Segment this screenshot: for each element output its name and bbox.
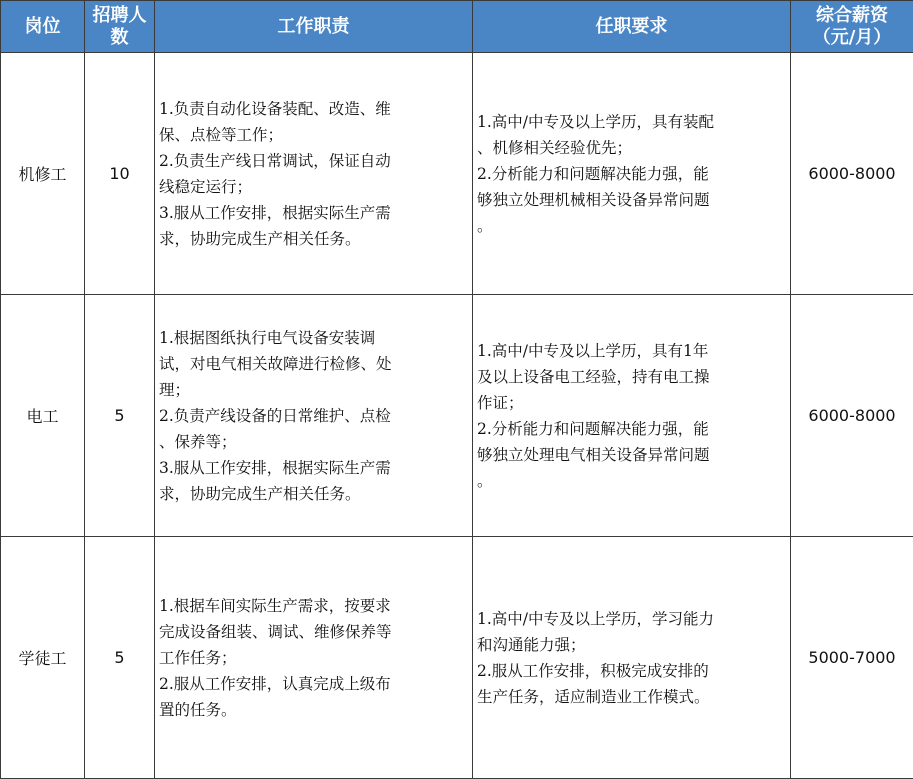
duties-cell: [155, 53, 473, 295]
duty-line: 求，协助完成生产相关任务。: [159, 226, 468, 252]
header-salary: [791, 1, 913, 53]
header-salary-line2: （元/月）: [791, 27, 913, 49]
headcount-cell: 5: [85, 295, 155, 537]
duty-line: 试，对电气相关故障进行检修、处: [159, 351, 468, 377]
requirement-line: 1.高中/中专及以上学历，学习能力: [477, 606, 786, 632]
duty-line: 保、点检等工作；: [159, 122, 468, 148]
duty-line: 3.服从工作安排，根据实际生产需: [159, 455, 468, 481]
header-requirements: 任职要求: [473, 1, 791, 53]
requirement-line: 2.服从工作安排，积极完成安排的: [477, 658, 786, 684]
duty-line: 工作任务；: [159, 645, 468, 671]
header-salary-line1: 综合薪资: [791, 5, 913, 27]
table-header-row: [1, 1, 913, 53]
duty-line: 2.负责生产线日常调试，保证自动: [159, 148, 468, 174]
requirement-line: 2.分析能力和问题解决能力强，能: [477, 416, 786, 442]
duties-cell: [155, 537, 473, 779]
duty-line: 3.服从工作安排，根据实际生产需: [159, 200, 468, 226]
position-cell: 电工: [1, 295, 85, 537]
duty-line: 置的任务。: [159, 697, 468, 723]
duty-line: 完成设备组装、调试、维修保养等: [159, 619, 468, 645]
headcount-cell: 5: [85, 537, 155, 779]
requirement-line: 够独立处理机械相关设备异常问题: [477, 187, 786, 213]
header-headcount: [85, 1, 155, 53]
duty-line: 2.服从工作安排，认真完成上级布: [159, 671, 468, 697]
requirement-line: 够独立处理电气相关设备异常问题: [477, 442, 786, 468]
header-position: 岗位: [1, 1, 85, 53]
requirement-line: 作证；: [477, 390, 786, 416]
duty-line: 理；: [159, 377, 468, 403]
table-row: [1, 537, 913, 779]
requirement-line: 。: [477, 213, 786, 239]
position-cell: 机修工: [1, 53, 85, 295]
requirement-line: 2.分析能力和问题解决能力强，能: [477, 161, 786, 187]
requirements-cell: [473, 295, 791, 537]
requirements-cell: [473, 537, 791, 779]
duty-line: 1.负责自动化设备装配、改造、维: [159, 96, 468, 122]
duty-line: 求，协助完成生产相关任务。: [159, 481, 468, 507]
duty-line: 2.负责产线设备的日常维护、点检: [159, 403, 468, 429]
table-row: [1, 53, 913, 295]
duty-line: 、保养等；: [159, 429, 468, 455]
salary-cell: 5000-7000: [791, 537, 913, 779]
requirement-line: 、机修相关经验优先；: [477, 135, 786, 161]
requirement-line: 生产任务，适应制造业工作模式。: [477, 684, 786, 710]
salary-cell: 6000-8000: [791, 295, 913, 537]
duty-line: 1.根据车间实际生产需求，按要求: [159, 593, 468, 619]
requirement-line: 1.高中/中专及以上学历，具有1年: [477, 338, 786, 364]
duties-cell: [155, 295, 473, 537]
requirement-line: 及以上设备电工经验，持有电工操: [477, 364, 786, 390]
requirement-line: 1.高中/中专及以上学历，具有装配: [477, 109, 786, 135]
requirement-line: 和沟通能力强；: [477, 632, 786, 658]
position-cell: 学徒工: [1, 537, 85, 779]
salary-cell: 6000-8000: [791, 53, 913, 295]
duty-line: 1.根据图纸执行电气设备安装调: [159, 325, 468, 351]
header-duties: 工作职责: [155, 1, 473, 53]
table-row: [1, 295, 913, 537]
requirements-cell: [473, 53, 791, 295]
headcount-cell: 10: [85, 53, 155, 295]
header-headcount-line2: 数: [85, 27, 154, 49]
duty-line: 线稳定运行；: [159, 174, 468, 200]
header-headcount-line1: 招聘人: [85, 5, 154, 27]
requirement-line: 。: [477, 468, 786, 494]
